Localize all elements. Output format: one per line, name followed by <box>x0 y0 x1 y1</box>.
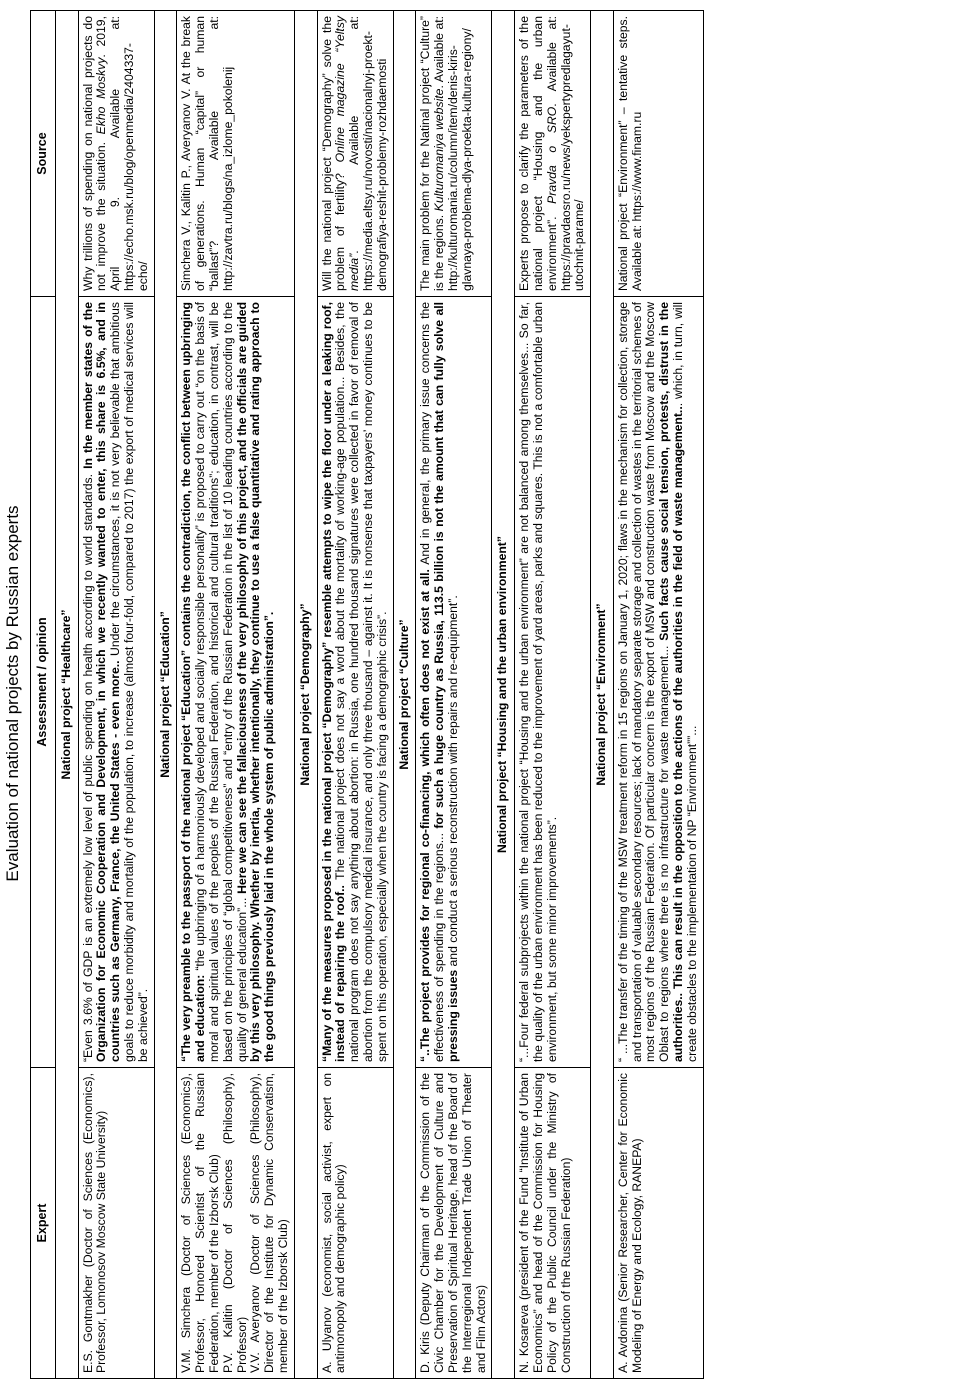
page-title: Evaluation of national projects by Russian experts <box>3 505 22 882</box>
text-run: Simchera V., Kalitin P., Averyanov V. At the break of generations. Human “capital” or human “ballast”? Available at: http://zavtra.ru/blogs/na_izlome_pokolenij <box>179 16 235 291</box>
source-cell <box>416 11 492 297</box>
source-cell <box>317 11 393 297</box>
table-header-row <box>31 11 56 1379</box>
table-row <box>613 11 703 1379</box>
bold-text: “The very preamble to the passport of the national project “Education” contains the contradiction, the conflict between upbringing and education: <box>179 302 208 1062</box>
bold-text: Such facts cause social tension, protests, distrust in the authorities.. This can result in the opposition to the actions of the authorities in the field of waste management.. <box>657 302 686 1062</box>
source-cell <box>613 11 703 297</box>
column-header-assessment: Assessment / opinion <box>31 297 56 1068</box>
italic-text: Kulturomaniya website <box>432 88 447 212</box>
italic-text: Ekho Moskvy <box>94 57 109 135</box>
expert-cell: N. Kosareva (president of the Fund “Institute of Urban Economics” and head of the Commission for Housing Policy of the Public Council under the Ministry of Construction of the Russian Federation) <box>515 1068 591 1379</box>
italic-text: Online magazine “Yeltsy media” <box>333 15 362 291</box>
table-row <box>515 11 591 1379</box>
opinion-cell <box>317 297 393 1068</box>
expert-cell: A. Ulyanov (economist, social activist, expert on antimonopoly and demographic policy) <box>317 1068 393 1379</box>
bold-text: “..The project provides for regional co-financing, which often does not exist at all. <box>418 569 433 1062</box>
expert-cell: E.S. Gontmakher (Doctor of Sciences (Economics), Professor, Lomonosov Moscow State University) <box>78 1068 154 1379</box>
text-run: Under the circumstances, it is not very believable that ambitious goals to reduce morbidity and mortality of the population, to increase (almost four-fold, compared to 2017) the export of medical services will be achieved”. <box>108 302 150 1062</box>
section-header-row <box>55 11 78 1379</box>
text-run: . Available at: http://kulturomania.ru/column/item/denis-kiris-glavnaya-problema-dlya-proekta-kultura-regiony/ <box>432 15 474 291</box>
bold-text: Here we can see the fallaciousness of the very philosophy of this project, and the officials are guided by this very philosophy. Whether by inertia, whether intentionally, they continue to use a false quantitative and rating approach to the good things previously laid in the whole system of public administration”. <box>234 301 277 1062</box>
section-header-row <box>492 11 515 1379</box>
source-cell <box>515 11 591 297</box>
text-run: The main problem for the Natinal project “Culture” is the regions. <box>418 16 447 291</box>
text-run: Experts propose to clarify the parameters of the national project “Housing and the urban environment”. <box>517 16 559 291</box>
expert-cell <box>177 1068 294 1379</box>
column-header-source: Source <box>31 11 56 297</box>
section-header: National project “Housing and the urban environment” <box>492 11 515 1379</box>
text-run: “the upbringing of a harmoniously developed and socially responsible personality” is proposed to carry out “on the basis of moral and spiritual values of the peoples of the Russian Federation, and historical and cultural traditions”; education, in contrast, will be based on the principles of “global competitiveness” and “entry of the Russian Federation in the list of 10 leading countries according to the quality of general education”... <box>193 302 249 1062</box>
expert-cell: D. Kiris (Deputy Chairman of the Commission of the Civic Chamber for the Development of Culture and Preservation of Spiritual Heritage, head of the Board of the Interregional Independent Trade Union of Theater and Film Actors) <box>416 1068 492 1379</box>
table-row <box>78 11 154 1379</box>
section-header-row <box>591 11 614 1379</box>
expert-line: P.V. Kalitin (Doctor of Sciences (Philosophy), Professor) <box>220 1073 249 1373</box>
text-run: Why trillions of spending on national projects do not improve the situation. <box>80 16 109 291</box>
opinion-cell <box>416 297 492 1068</box>
text-run: “...Four federal subprojects within the national project “Housing and the urban environment” are not balanced among themselves... So far, the quality of the urban environment has been reduced to the improvement of yard areas, parks and squares. This is not a comfortable urban environment, but some minor improvements”. <box>517 302 559 1062</box>
text-run: National project “Environment” – tentative steps. Available at: https://www.finam.ru <box>615 16 644 291</box>
evaluation-table <box>30 10 704 1379</box>
section-header: National project “Culture” <box>393 11 416 1379</box>
text-run: Will the national project “Demography” solve the problem of fertility? <box>319 16 348 291</box>
table-row <box>317 11 393 1379</box>
text-run: “ ...The transfer of the timing of the MSW treatment reform in 15 regions on January 1, 2020; flaws in the mechanism for collection, storage and transportation of valuable secondary resources; lack of mandatory separate storage and collection of wastes in the territorial schemes of most regions of the Russian Federation. Of particular concern is the export of MSW and construction waste from Moscow and the Moscow Oblast to regions where there is no infrastructure for waste management... <box>615 302 672 1062</box>
bold-text: In the member states of the Organization for Economic Cooperation and Development, in which we recently wanted to enter, this share is 6.5%, and in countries such as Germany, France, the United States - even more.. <box>80 302 123 1062</box>
section-header: National project “Education” <box>154 11 177 1379</box>
expert-line: V.M. Simchera (Doctor of Sciences (Economics), Professor, Honored Scientist of the Russian Federation, member of the Izborsk Club) <box>179 1073 221 1373</box>
source-cell <box>78 11 154 297</box>
section-header-row <box>294 11 317 1379</box>
text-run: . 2019, April 9. Available at: https://echo.msk.ru/blog/openmedia/2404337-echo/ <box>94 16 150 291</box>
opinion-cell <box>515 297 591 1068</box>
text-run: and conduct a serious reconstruction with repairs and re-equipment”. <box>445 595 460 970</box>
opinion-cell <box>177 297 294 1068</box>
section-header: National project “Environment” <box>591 11 614 1379</box>
opinion-cell <box>613 297 703 1068</box>
expert-line: V.V. Averyanov (Doctor of Sciences (Philosophy), Director of the Institute for Dynamic Conservatism, member of the Izborsk Club) <box>248 1073 290 1373</box>
bold-text: for such a huge country as Russia, 113.5 billion is not the amount that can fully solve all pressing issues <box>432 302 460 1062</box>
section-header: National project “Healthcare” <box>55 11 78 1379</box>
table-body <box>55 11 703 1379</box>
text-run: . Available at: https://pravdaosro.ru/news/yekspertypredlagayut-utochnit-parame/ <box>544 15 587 291</box>
expert-cell: A. Avdonina (Senior Researcher, Center for Economic Modeling of Energy and Ecology, RANEPA) <box>613 1068 703 1379</box>
source-cell <box>177 11 294 297</box>
bold-text: “Many of the measures proposed in the national project “Demography” resemble attempts to wipe the floor under a leaking roof, instead of repairing the roof.. <box>319 302 348 1062</box>
table-row <box>177 11 294 1379</box>
text-run: “Even 3.6% of GDP is an extremely low level of public spending on health according to world standards. <box>80 468 95 1062</box>
column-header-expert: Expert <box>31 1068 56 1379</box>
section-header-row <box>154 11 177 1379</box>
text-run: . Available at: https://media.eltsy.ru/novosti/nacionalnyj-proekt-demografiya-reshit-problemy-rozhdaemosti <box>347 16 389 291</box>
italic-text: Pravda o SRO <box>544 106 559 204</box>
section-header: National project “Demography” <box>294 11 317 1379</box>
opinion-cell <box>78 297 154 1068</box>
text-run: And in general, the primary issue concerns the effectiveness of spending in the regions... <box>418 301 447 1062</box>
text-run: . which, in turn, will create obstacles to the implementation of NP “Environment””... <box>671 302 699 1062</box>
text-run: The national project does not say a word about the mortality of working-age population... Besides, the national program does not say anything about abortion: in Russia, one hundred thousand signatures were collected in favor of removal of abortion from the compulsory medical insurance, and only three thousand – against it. It is nonsense that taxpayers’ money continues to be spent on this operation, especially when the country is facing a demographic crisis”. <box>333 302 389 1062</box>
section-header-row <box>393 11 416 1379</box>
table-row <box>416 11 492 1379</box>
